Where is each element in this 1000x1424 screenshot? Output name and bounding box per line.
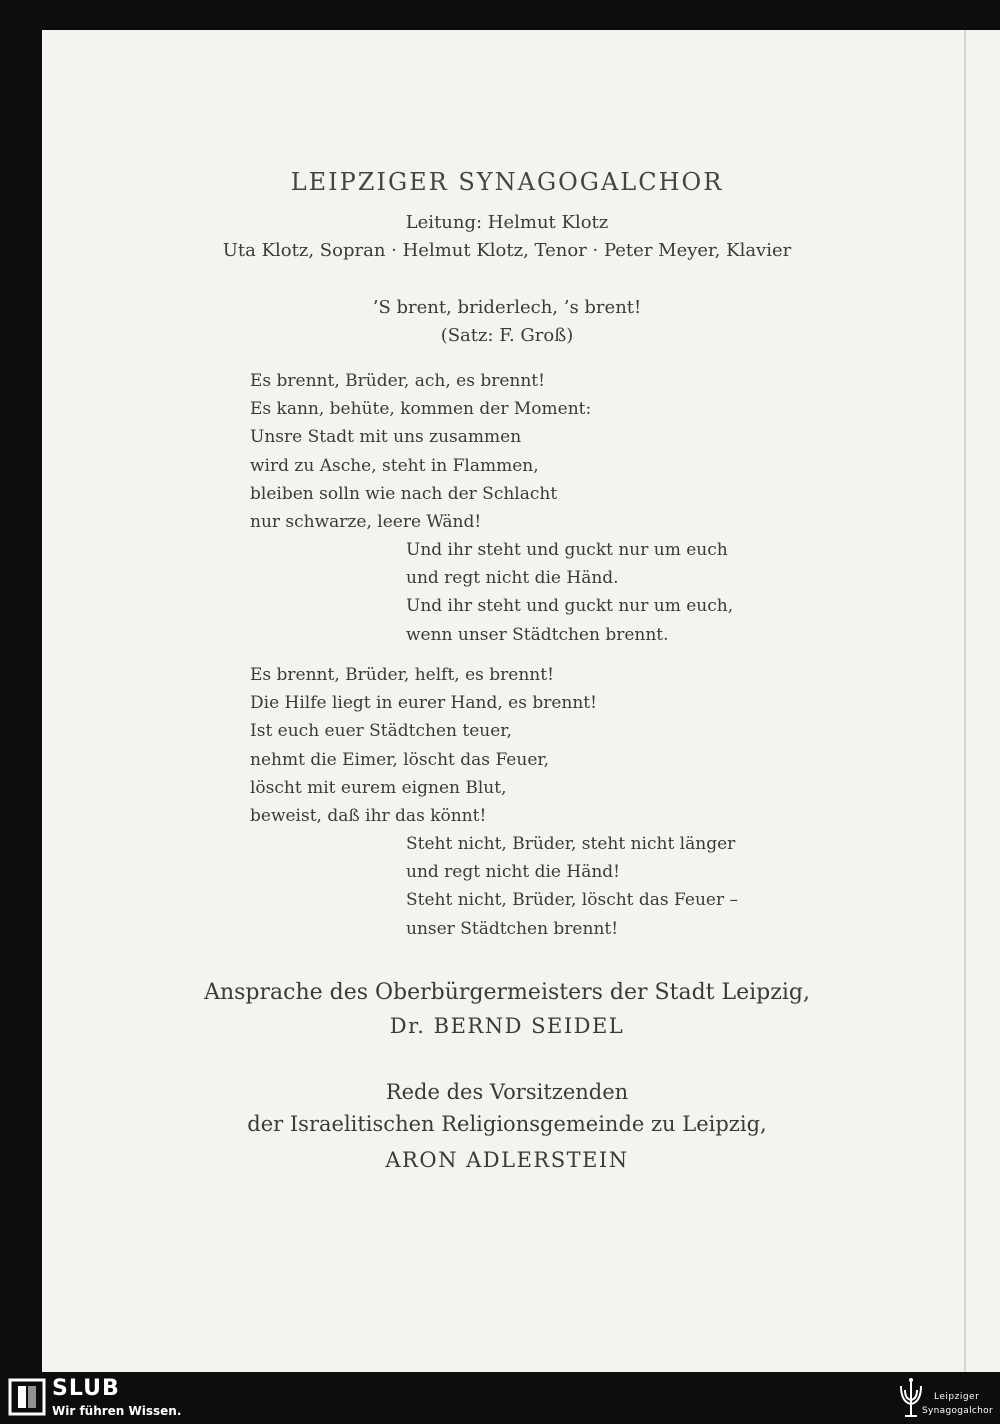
choir-title: LEIPZIGER SYNAGOGALCHOR	[290, 168, 724, 196]
lyric-line: Ist euch euer Städtchen teuer,	[250, 721, 512, 742]
lyric-line: unser Städtchen brennt!	[406, 918, 619, 939]
choir-director: Leitung: Helmut Klotz	[405, 212, 609, 233]
slub-logo-icon[interactable]	[8, 1378, 46, 1416]
lyric-line: bleiben solln wie nach der Schlacht	[250, 483, 558, 504]
lyric-line: nehmt die Eimer, löscht das Feuer,	[250, 749, 550, 770]
choir-logo-text-line1: Leipziger	[934, 1392, 980, 1402]
lyric-line: wenn unser Städtchen brennt.	[406, 624, 669, 645]
lyric-line: löscht mit eurem eignen Blut,	[250, 777, 507, 798]
lyric-line: Und ihr steht und guckt nur um euch,	[406, 596, 734, 617]
refrain-1	[406, 536, 733, 649]
lyric-line: Es kann, behüte, kommen der Moment:	[250, 399, 592, 420]
lyric-line: nur schwarze, leere Wänd!	[250, 512, 482, 533]
verse-1	[250, 367, 591, 536]
address-announcement: Rede des Vorsitzenden	[385, 1080, 629, 1104]
library-name[interactable]: SLUB	[52, 1376, 120, 1401]
speech-announcement: Ansprache des Oberbürgermeisters der Stadt Leipzig,	[204, 980, 810, 1005]
refrain-2	[406, 830, 738, 943]
address-speaker: ARON ADLERSTEIN	[385, 1148, 629, 1172]
lyric-line: beweist, daß ihr das könnt!	[250, 806, 487, 827]
lyric-line: und regt nicht die Händ.	[406, 568, 619, 589]
lyric-line: Es brennt, Brüder, helft, es brennt!	[250, 665, 554, 685]
lyric-line: Steht nicht, Brüder, steht nicht länger	[406, 834, 736, 854]
song-title: ’S brent, briderlech, ’s brent!	[372, 297, 642, 318]
song-arrangement: (Satz: F. Groß)	[440, 325, 574, 346]
library-tagline: Wir führen Wissen.	[52, 1404, 182, 1418]
lyric-line: Steht nicht, Brüder, löscht das Feuer –	[406, 890, 739, 911]
choir-logo-text-line2: Synagogalchor	[922, 1406, 993, 1416]
speech-speaker: Dr. BERND SEIDEL	[389, 1014, 625, 1038]
lyric-line: Unsre Stadt mit uns zusammen	[250, 427, 522, 448]
lyric-line: Und ihr steht und guckt nur um euch	[406, 540, 728, 560]
lyric-line: wird zu Asche, steht in Flammen,	[250, 455, 539, 476]
lyric-line: Es brennt, Brüder, ach, es brennt!	[250, 371, 545, 391]
verse-2	[250, 661, 597, 830]
lyric-line: Die Hilfe liegt in eurer Hand, es brennt!	[250, 693, 597, 714]
address-organization: der Israelitischen Religionsgemeinde zu Leipzig,	[247, 1112, 767, 1136]
choir-performers: Uta Klotz, Sopran · Helmut Klotz, Tenor · Peter Meyer, Klavier	[222, 240, 792, 261]
lyric-line: und regt nicht die Händ!	[406, 862, 620, 883]
